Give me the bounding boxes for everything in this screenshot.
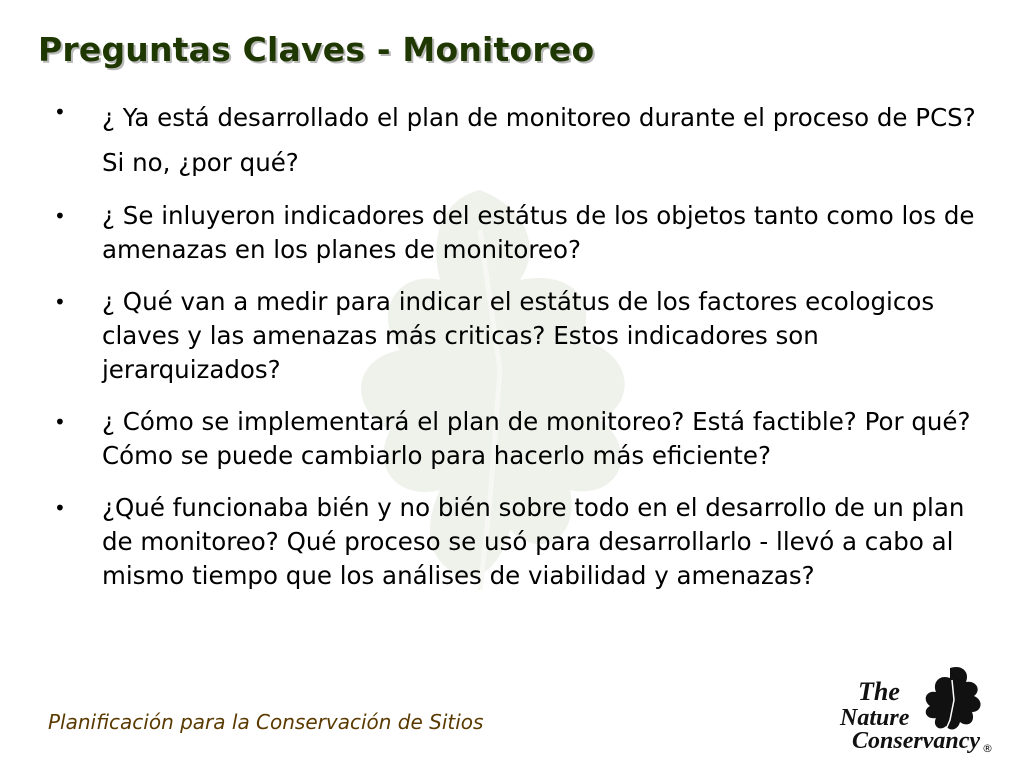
bullet-item xyxy=(54,491,984,593)
bullet-item xyxy=(54,95,984,185)
logo-line-the: The xyxy=(858,677,900,706)
logo-line-nature: Nature xyxy=(840,705,910,731)
bullet-text: ¿ Ya está desarrollado el plan de monitoreo durante el proceso de PCS? Si no, ¿por qué? xyxy=(102,103,976,177)
nature-conservancy-logo xyxy=(830,660,1000,760)
bullet-item xyxy=(54,199,984,267)
bullet-list xyxy=(54,95,984,593)
bullet-text: ¿ Se inluyeron indicadores del estátus de los objetos tanto como los de amenazas en los planes de monitoreo? xyxy=(102,201,975,264)
bullet-marker: • xyxy=(54,410,66,434)
footer-text: Planificación para la Conservación de Sitios xyxy=(48,710,484,734)
logo-line-conservancy: Conservancy xyxy=(852,728,981,754)
bullet-marker: • xyxy=(54,496,66,520)
slide-title: Preguntas Claves - Monitoreo xyxy=(38,30,595,69)
bullet-marker: • xyxy=(54,204,66,228)
bullet-item xyxy=(54,285,984,387)
bullet-text: ¿ Cómo se implementará el plan de monitoreo? Está factible? Por qué? Cómo se puede cambiarlo para hacerlo más eficiente? xyxy=(102,407,971,470)
bullet-marker: • xyxy=(54,100,66,124)
bullet-text: ¿Qué funcionaba bién y no bién sobre todo en el desarrollo de un plan de monitoreo? Qué proceso se usó para desarrollarlo - llevó a cabo al mismo tiempo que los análises de viabilidad y amenazas? xyxy=(102,493,965,590)
bullet-item xyxy=(54,405,984,473)
oak-leaf-icon xyxy=(926,667,981,734)
registered-mark: ® xyxy=(982,742,993,755)
bullet-text: ¿ Qué van a medir para indicar el estátus de los factores ecologicos claves y las amenazas más criticas? Estos indicadores son jerarquizados? xyxy=(102,287,935,384)
bullet-marker: • xyxy=(54,290,66,314)
